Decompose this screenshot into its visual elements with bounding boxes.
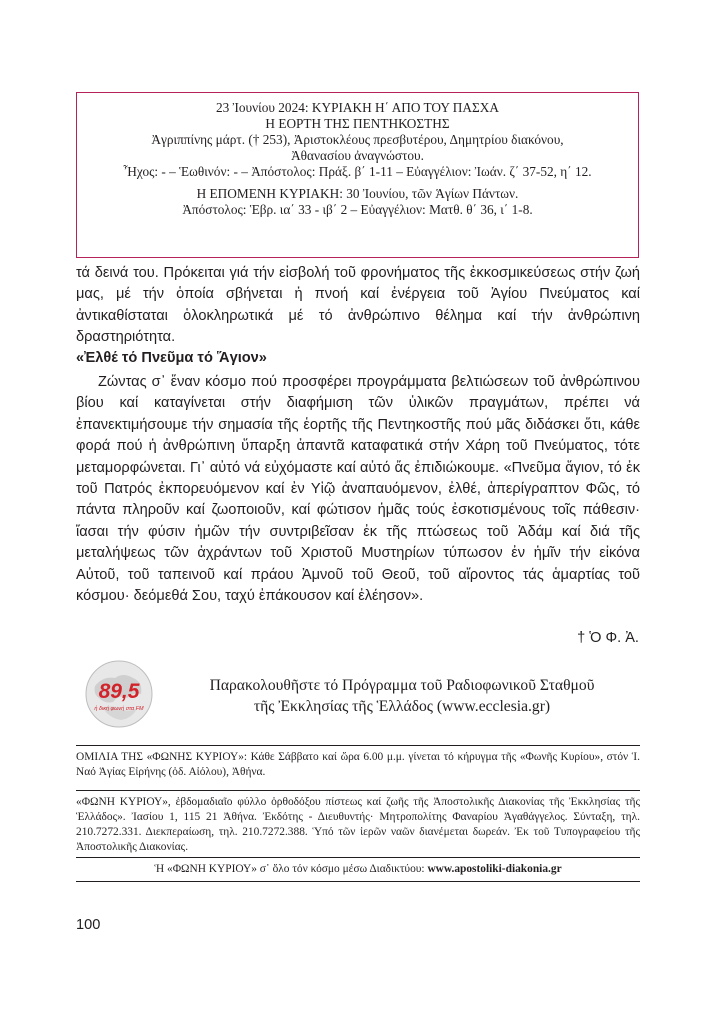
radio-logo-icon: [83, 658, 155, 730]
article-subheading: «Ἐλθέ τό Πνεῦμα τό Ἅγιον»: [76, 350, 267, 366]
divider: [76, 790, 640, 791]
calendar-feast-title: Η ΕΟΡΤΗ ΤΗΣ ΠΕΝΤΗΚΟΣΤΗΣ: [265, 116, 450, 131]
divider: [76, 881, 640, 882]
radio-announcement: [165, 675, 639, 717]
calendar-next-readings: Ἀπόστολος: Ἑβρ. ια΄ 33 - ιβ΄ 2 – Εὐαγγέλιον: Ματθ. θ΄ 36, ι΄ 1-8.: [182, 202, 533, 217]
calendar-readings: Ἦχος: - – Ἑωθινόν: - – Ἀπόστολος: Πράξ. β΄ 1-11 – Εὐαγγέλιον: Ἰωάν. ζ΄ 37-52, η΄ 12.: [123, 164, 592, 179]
calendar-date-title: 23 Ἰουνίου 2024: ΚΥΡΙΑΚΗ Η΄ ΑΠΟ ΤΟΥ ΠΑΣΧΑ: [216, 100, 499, 115]
radio-tagline: ἡ δική φωνή στα FM: [94, 706, 144, 712]
page-number: 100: [76, 917, 101, 933]
article-paragraph: τά δεινά του. Πρόκειται γιά τήν εἰσβολή τοῦ φρονήματος τῆς ἐκκοσμικεύσεως στήν ζωή μας, μέ τήν ὁποία σβήνεται ἡ πνοή καί ἐνέργεια τοῦ Ἁγίου Πνεύματος καί ἀντικαθίσταται ὁλοκληρωτικά μέ τό ἀνθρώπινο θέλημα καί τήν ἀνθρώπινη δραστηριότητα.: [76, 265, 640, 346]
divider: [76, 857, 640, 858]
calendar-saints-continued: Ἀθανασίου ἀναγνώστου.: [291, 148, 424, 163]
radio-announcement-line1: Παρακολουθῆστε τό Πρόγραμμα τοῦ Ραδιοφωνικοῦ Σταθμοῦ: [209, 677, 595, 694]
radio-frequency: 89,5: [98, 680, 140, 703]
internet-text: Ἡ «ΦΩΝΗ ΚΥΡΙΟΥ» σ᾽ ὅλο τόν κόσμο μέσω Διαδικτύου:: [154, 863, 425, 875]
liturgical-calendar-box: [76, 92, 639, 258]
divider: [76, 745, 640, 746]
article-paragraph: Ζώντας σ᾽ ἕναν κόσμο πού προσφέρει προγράμματα βελτιώσεων τοῦ ἀνθρώπινου βίου καί καταγίνεται στήν διαφήμιση τῶν ὑλικῶν πραγμάτων, πρέπει νά ἐπανεκτιμήσουμε τήν σημασία τῆς ἑορτῆς τῆς Πεντηκοστῆς πού μᾶς διδάσκει ὅτι, κάθε φορά πού ἡ ἀνθρώπινη ὕπαρξη ἀπαντᾶ καταφατικά στήν Χάρη τοῦ Πνεύματος, τότε μεταμορφώνεται. Γι᾽ αὐτό νά εὐχόμαστε καί αὐτό ἄς ἐπιδιώκουμε. «Πνεῦμα ἅγιον, τό ἐκ τοῦ Πατρός ἐκπορευόμενον καί ἐν Υἱῷ ἀναπαυόμενον, ἐλθέ, ἀπερίγραπτον Φῶς, τό πάντα πληροῦν καί ζωοποιοῦν, καί φώτισον ἡμᾶς τούς ἐσκοτισμένους τοῖς πάθεσιν· ἴασαι τήν φύσιν ἡμῶν τήν συντριβεῖσαν ἐκ τῆς πτώσεως τοῦ Ἀδάμ καί διά τῆς μεταλήψεως τῶν ἀχράντων τοῦ Χριστοῦ Μυστηρίων τύπωσον ἐν ἡμῖν τήν εἰκόνα Αὐτοῦ, τοῦ ταπεινοῦ καί πράου Ἀμνοῦ τοῦ Θεοῦ, τοῦ αἴροντος τάς ἁμαρτίας τοῦ κόσμου· δεόμεθά Σου, ταχύ ἐπάκουσον καί ἐλέησον».: [76, 374, 640, 605]
author-signature: † Ὁ Φ. Ἀ.: [577, 630, 639, 646]
calendar-saints: Ἀγριππίνης μάρτ. († 253), Ἀριστοκλέους πρεσβυτέρου, Δημητρίου διακόνου,: [151, 132, 564, 147]
internet-notice: [76, 862, 640, 877]
calendar-next-sunday: Η ΕΠΟΜΕΝΗ ΚΥΡΙΑΚΗ: 30 Ἰουνίου, τῶν Ἁγίων Πάντων.: [196, 186, 519, 201]
radio-announcement-line2: τῆς Ἐκκλησίας τῆς Ἑλλάδος (www.ecclesia.gr): [253, 698, 551, 715]
website-link[interactable]: www.apostoliki-diakonia.gr: [427, 863, 562, 875]
publisher-info: «ΦΩΝΗ ΚΥΡΙΟΥ», ἑβδομαδιαῖο φύλλο ὀρθοδόξου πίστεως καί ζωῆς τῆς Ἀποστολικῆς Διακονίας τῆς Ἐκκλησίας τῆς Ἑλλάδος». Ἰασίου 1, 115 21 Ἀθήνα. Ἐκδότης - Διευθυντής· Μητροπολίτης Φαναρίου Ἀγαθάγγελος. Σύνταξη, τηλ. 210.7272.331. Διεκπεραίωση, τηλ. 210.7272.388. Ὑπό τῶν ἱερῶν ναῶν διανέμεται δωρεάν. Ἐκ τοῦ Τυπογραφείου τῆς Ἀποστολικῆς Διακονίας.: [76, 796, 640, 853]
homily-notice: ΟΜΙΛΙΑ ΤΗΣ «ΦΩΝΗΣ ΚΥΡΙΟΥ»: Κάθε Σάββατο καί ὥρα 6.00 μ.μ. γίνεται τό κήρυγμα τῆς «Φωνῆς Κυρίου», στόν Ἱ. Ναό Ἁγίας Εἰρήνης (ὁδ. Αἰόλου), Ἀθήνα.: [76, 751, 640, 778]
